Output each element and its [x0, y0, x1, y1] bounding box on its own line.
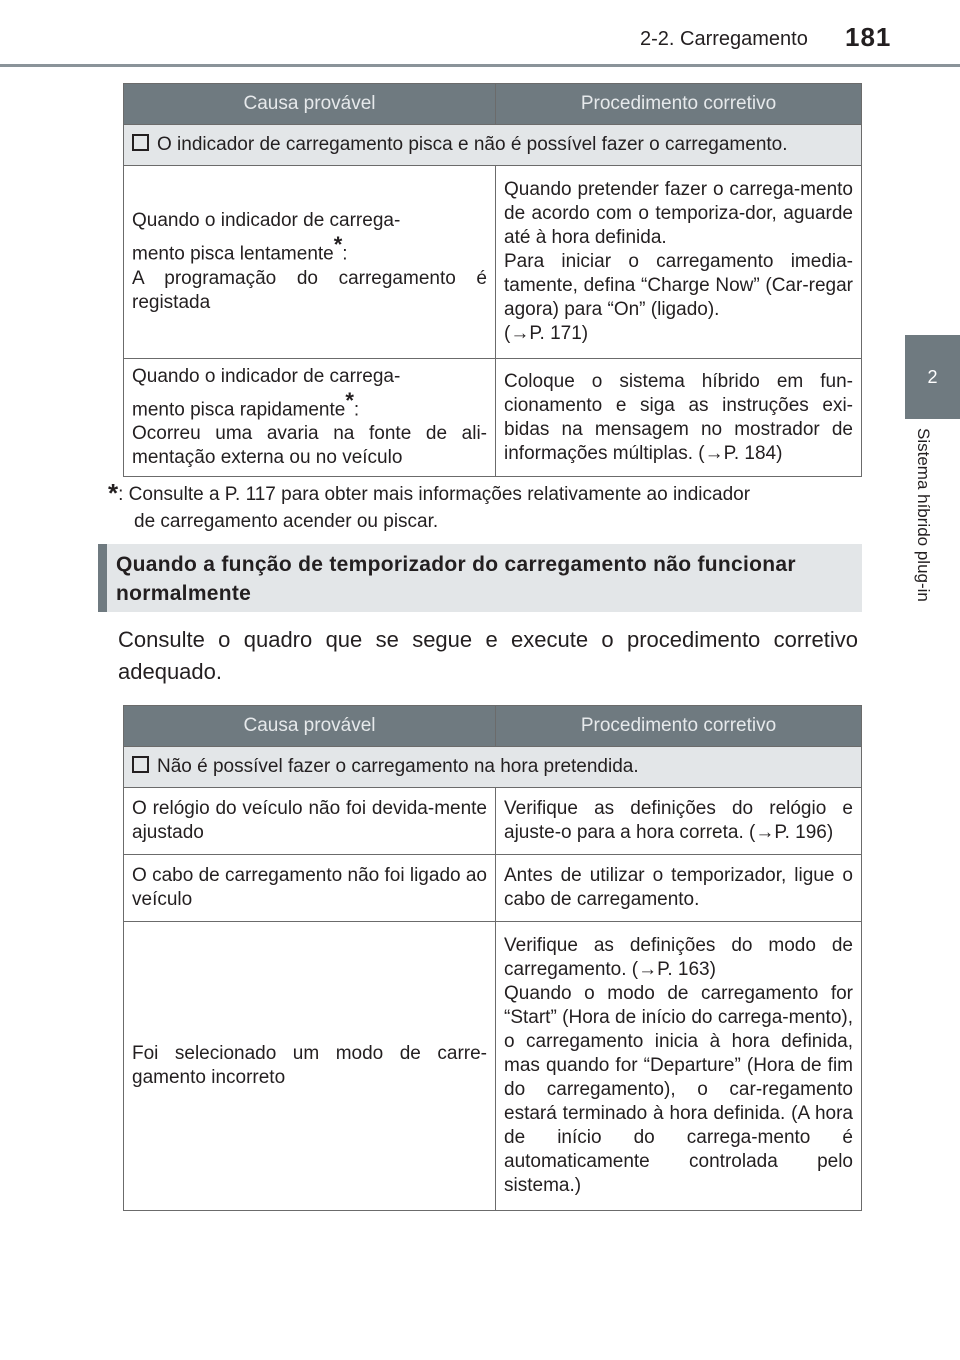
cause-line: mento pisca rapidamente — [132, 399, 346, 421]
section-heading — [98, 544, 862, 612]
cause-line: Quando o indicador de carrega- — [132, 210, 401, 232]
cause-colon: : — [353, 399, 360, 421]
column-header-cause: Causa provável — [124, 706, 496, 747]
procedure-text: Para iniciar o carregamento imedia-tamente, defina “Charge Now” (Car-regar agora) para “On” (ligado). — [504, 251, 853, 320]
procedure-text: Verifique as definições do relógio e ajuste-o para a hora correta. (→P. 196) — [504, 798, 853, 843]
procedure-cell — [496, 922, 862, 1211]
table-row — [124, 359, 862, 477]
procedure-text: Quando pretender fazer o carrega-mento de acordo com o temporiza-dor, aguarde até à hora definida. — [504, 179, 853, 248]
footnote-text: : Consulte a P. 117 para obter mais informações relativamente ao indicador — [118, 484, 751, 505]
procedure-text: Coloque o sistema híbrido em fun-cionamento e siga as instruções exi-bidas na mensagem no mostrador de informações múltiplas. (→P. 184) — [504, 370, 853, 464]
table-subheader — [124, 747, 862, 788]
cause-line: mento pisca lentamente — [132, 243, 334, 265]
column-header-cause: Causa provável — [124, 84, 496, 125]
cause-cell: O cabo de carregamento não foi ligado ao veículo — [124, 855, 496, 922]
table-row — [124, 166, 862, 359]
procedure-cell — [496, 359, 862, 477]
procedure-cell — [496, 788, 862, 855]
table-subheader — [124, 125, 862, 166]
procedure-text: Quando o modo de carregamento for “Start” (Hora de início do carrega-mento), o carregamento inicia à hora definida, mas quando for “Departure” (Hora de fim do carregamento), o car-regamento estará terminado à hora definida. (A hora de início do carrega-mento é automaticamente controlada pelo sistema.) — [504, 983, 853, 1196]
cause-colon: : — [342, 243, 348, 265]
section-title: 2-2. Carregamento — [640, 28, 808, 50]
chapter-tab — [905, 420, 960, 700]
cause-cell — [124, 359, 496, 477]
header-divider — [0, 64, 960, 67]
section-title-text: Quando a função de temporizador do carregamento não funcionar normalmente — [116, 553, 796, 605]
footnote-text-cont: de carregamento acender ou piscar. — [134, 511, 439, 532]
chapter-tab-number: 2 — [905, 335, 960, 419]
procedure-cell — [496, 166, 862, 359]
procedure-cell — [496, 855, 862, 922]
checkbox-icon — [132, 134, 149, 151]
cause-line: Ocorreu uma avaria na fonte de ali-mentação externa ou no veículo — [132, 423, 487, 469]
procedure-text: (→P. 171) — [504, 323, 589, 344]
table-row — [124, 855, 862, 922]
chapter-tab-title: Sistema híbrido plug-in — [914, 428, 933, 602]
subheader-text: O indicador de carregamento pisca e não é possível fazer o carregamento. — [157, 134, 788, 155]
table-row — [124, 922, 862, 1211]
cause-line: Quando o indicador de carrega- — [132, 366, 401, 387]
troubleshooting-table-2 — [123, 705, 862, 1211]
subheader-text: Não é possível fazer o carregamento na hora pretendida. — [157, 756, 639, 777]
procedure-text: Verifique as definições do modo de carregamento. (→P. 163) — [504, 935, 853, 980]
troubleshooting-table-1 — [123, 83, 862, 477]
footnote-mark: * — [345, 388, 354, 413]
cause-line: A programação do carregamento é registada — [132, 267, 487, 313]
footnote-mark: * — [108, 478, 119, 508]
table-row — [124, 788, 862, 855]
section-accent — [98, 544, 107, 612]
footnote-mark: * — [333, 232, 343, 258]
checkbox-icon — [132, 756, 149, 773]
footnote — [108, 480, 856, 535]
procedure-text: Antes de utilizar o temporizador, ligue o cabo de carregamento. — [504, 865, 853, 910]
cause-cell — [124, 166, 496, 359]
intro-paragraph: Consulte o quadro que se segue e execute o procedimento corretivo adequado. — [118, 627, 858, 684]
cause-cell: Foi selecionado um modo de carre-gamento incorreto — [124, 922, 496, 1211]
column-header-procedure: Procedimento corretivo — [496, 84, 862, 125]
page-number: 181 — [845, 22, 892, 52]
cause-cell: O relógio do veículo não foi devida-mente ajustado — [124, 788, 496, 855]
column-header-procedure: Procedimento corretivo — [496, 706, 862, 747]
